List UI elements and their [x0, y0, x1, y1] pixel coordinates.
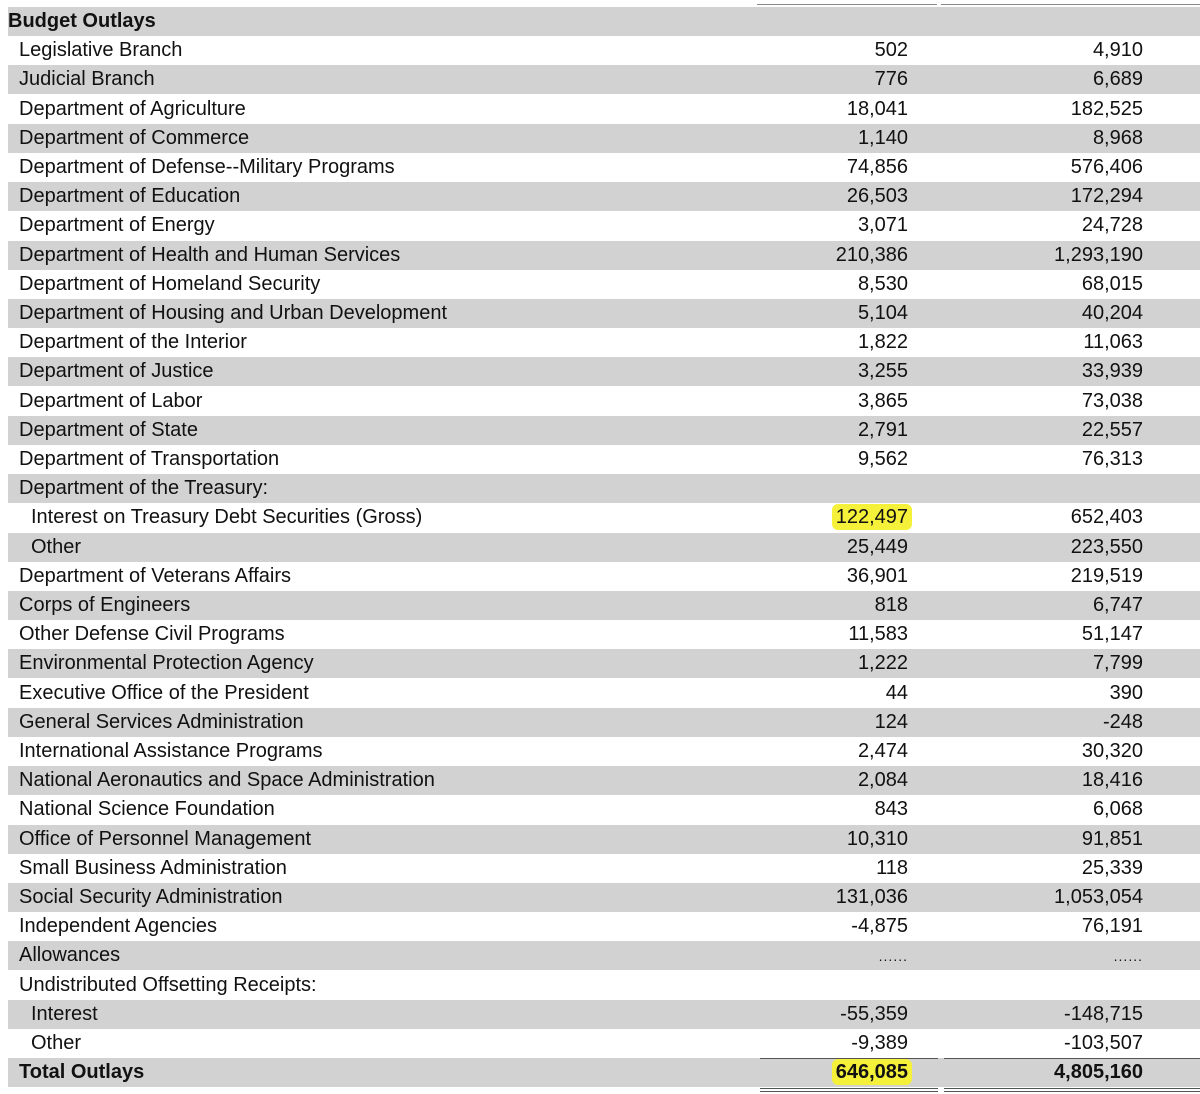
row-value-col2: -248	[1102, 710, 1143, 733]
table-row	[0, 912, 1200, 941]
row-value-col2: 22,557	[1081, 418, 1143, 441]
row-value-col2: 4,910	[1092, 39, 1143, 62]
row-value-col1: 5,104	[857, 302, 908, 324]
table-row	[0, 328, 1200, 357]
row-value-col1: 2,791	[857, 418, 908, 441]
row-label: Department of Health and Human Services	[19, 243, 401, 266]
row-label: Department of Energy	[19, 214, 215, 237]
row-value-col1	[728, 971, 908, 1000]
total-underline	[760, 1091, 938, 1092]
row-value-col2: 1,053,054	[1054, 886, 1143, 908]
row-label: General Services Administration	[19, 710, 304, 733]
row-value-col1	[728, 474, 908, 503]
total-rule	[760, 1058, 938, 1059]
row-value-col2: 51,147	[1081, 623, 1143, 646]
row-value-col1: 3,071	[857, 214, 908, 237]
row-label: Other	[31, 535, 82, 558]
table-row	[0, 124, 1200, 153]
table-row	[0, 65, 1200, 94]
table-row	[0, 795, 1200, 824]
table-row	[0, 941, 1200, 970]
row-label: Independent Agencies	[19, 915, 217, 938]
row-value-col2: 652,403	[1070, 506, 1143, 529]
row-value-col1: -9,389	[851, 1032, 908, 1054]
table-row	[0, 95, 1200, 124]
row-value-col1: 3,865	[857, 389, 908, 412]
row-value-col1: -4,875	[851, 915, 908, 938]
row-label: Executive Office of the President	[19, 681, 309, 704]
highlighted-value: 122,497	[832, 504, 912, 530]
row-value-col2: 76,191	[1081, 915, 1143, 938]
table-row	[0, 620, 1200, 649]
row-label: Department of Agriculture	[19, 97, 246, 120]
row-label: Judicial Branch	[19, 68, 155, 91]
table-row	[0, 211, 1200, 240]
table-row	[0, 883, 1200, 912]
row-label: Office of Personnel Management	[19, 827, 312, 850]
row-label: Small Business Administration	[19, 856, 287, 879]
row-value-col1: 36,901	[846, 564, 908, 587]
total-underline	[944, 1091, 1200, 1092]
row-value-col2: 24,728	[1081, 214, 1143, 237]
row-label: Interest	[31, 1002, 98, 1025]
table-row	[0, 533, 1200, 562]
table-row	[0, 503, 1200, 532]
row-value-col1: 124	[874, 710, 908, 733]
table-row	[0, 241, 1200, 270]
table-row	[0, 737, 1200, 766]
row-value-col2: 11,063	[1083, 331, 1143, 354]
row-label: Department of Labor	[19, 389, 203, 412]
row-value-col2	[963, 474, 1143, 503]
row-label: Social Security Administration	[19, 886, 283, 908]
row-value-col1: ......	[878, 948, 908, 965]
row-value-col2: -103,507	[1064, 1032, 1143, 1054]
row-value-col2: 6,747	[1092, 594, 1143, 616]
table-row	[0, 1029, 1200, 1058]
row-value-col1: 25,449	[846, 535, 908, 558]
row-value-col2	[963, 971, 1143, 1000]
row-value-col1: 44	[885, 681, 908, 704]
row-value-col1: 2,084	[857, 769, 908, 792]
row-label: Other Defense Civil Programs	[19, 623, 285, 646]
row-value-col1: 8,530	[857, 272, 908, 295]
row-value-col2: 172,294	[1070, 185, 1143, 208]
row-label: Department of Justice	[19, 360, 214, 383]
total-underline	[760, 1088, 938, 1089]
row-value-col1: 74,856	[846, 156, 908, 178]
row-label: Department of the Treasury:	[19, 477, 269, 500]
row-value-col2: ......	[1113, 948, 1143, 965]
row-value-col2: 30,320	[1081, 740, 1143, 762]
table-row	[0, 474, 1200, 503]
row-value-col1: 9,562	[857, 448, 908, 470]
row-value-col1: 818	[874, 594, 908, 616]
table-row	[0, 387, 1200, 416]
row-label: Department of Homeland Security	[19, 272, 321, 295]
row-value-col2: 576,406	[1070, 156, 1143, 178]
total-rule	[944, 1058, 1200, 1059]
row-value-col1: 1,222	[857, 652, 908, 675]
row-label: Environmental Protection Agency	[19, 652, 314, 675]
row-value-col2: 25,339	[1081, 856, 1143, 879]
table-row	[0, 416, 1200, 445]
row-value-col1	[728, 503, 908, 532]
total-value-col2: 4,805,160	[1054, 1061, 1143, 1084]
table-row	[0, 825, 1200, 854]
total-underline	[944, 1088, 1200, 1089]
header-rule	[941, 4, 1200, 5]
table-row	[0, 766, 1200, 795]
table-row	[0, 562, 1200, 591]
row-label: Department of Commerce	[19, 126, 250, 149]
row-value-col2: 390	[1109, 681, 1143, 704]
row-label: Department of Veterans Affairs	[19, 564, 292, 587]
row-value-col2: 219,519	[1070, 564, 1143, 587]
table-row	[0, 591, 1200, 620]
row-value-col1: 210,386	[835, 243, 908, 266]
row-value-col1: 11,583	[848, 623, 908, 646]
row-value-col1: 18,041	[846, 97, 908, 120]
row-value-col1: 118	[876, 856, 908, 879]
table-row	[0, 649, 1200, 678]
row-value-col2: 223,550	[1070, 535, 1143, 558]
table-row	[0, 182, 1200, 211]
table-row	[0, 357, 1200, 386]
row-value-col2: -148,715	[1064, 1002, 1143, 1025]
row-value-col1: 131,036	[835, 886, 908, 908]
table-row	[0, 299, 1200, 328]
row-label: Interest on Treasury Debt Securities (Gross)	[31, 506, 423, 529]
row-value-col2: 91,851	[1081, 827, 1143, 850]
table-title: Budget Outlays	[8, 10, 156, 32]
total-row	[0, 1058, 1200, 1087]
row-value-col1: 26,503	[846, 185, 908, 208]
row-label: International Assistance Programs	[19, 740, 323, 762]
row-label: Department of Housing and Urban Development	[19, 302, 448, 324]
table-row	[0, 708, 1200, 737]
row-label: Legislative Branch	[19, 39, 183, 62]
row-value-col1: 10,310	[846, 827, 908, 850]
table-row	[0, 1000, 1200, 1029]
row-value-col2: 8,968	[1092, 126, 1143, 149]
table-row	[0, 153, 1200, 182]
row-label: Other	[31, 1032, 82, 1054]
table-row	[0, 270, 1200, 299]
row-value-col2: 1,293,190	[1054, 243, 1143, 266]
row-label: Department of Transportation	[19, 448, 280, 470]
header-rule	[757, 4, 937, 5]
row-value-col2: 6,689	[1092, 68, 1143, 91]
row-label: National Aeronautics and Space Administration	[19, 769, 435, 792]
row-value-col1: 2,474	[857, 740, 908, 762]
table-title-row	[0, 7, 1200, 36]
row-label: Allowances	[19, 944, 121, 967]
row-value-col2: 68,015	[1081, 272, 1143, 295]
row-value-col2: 76,313	[1081, 448, 1143, 470]
row-value-col1: 1,140	[857, 126, 908, 149]
table-row	[0, 445, 1200, 474]
row-value-col1: 843	[874, 798, 908, 821]
table-row	[0, 36, 1200, 65]
row-label: National Science Foundation	[19, 798, 275, 821]
highlighted-value: 646,085	[832, 1059, 912, 1085]
total-label: Total Outlays	[19, 1061, 145, 1084]
row-label: Corps of Engineers	[19, 594, 191, 616]
row-label: Undistributed Offsetting Receipts:	[19, 973, 317, 996]
row-value-col2: 33,939	[1081, 360, 1143, 383]
row-value-col1: 502	[874, 39, 908, 62]
row-value-col1: -55,359	[840, 1002, 908, 1025]
table-row	[0, 971, 1200, 1000]
row-value-col2: 182,525	[1070, 97, 1143, 120]
row-value-col2: 40,204	[1081, 302, 1143, 324]
row-value-col2: 18,416	[1081, 769, 1143, 792]
row-label: Department of the Interior	[19, 331, 247, 354]
row-label: Department of Education	[19, 185, 241, 208]
row-label: Department of Defense--Military Programs	[19, 156, 395, 178]
table-row	[0, 679, 1200, 708]
row-value-col2: 6,068	[1092, 798, 1143, 821]
row-band	[8, 7, 1200, 36]
row-value-col1: 776	[874, 68, 908, 91]
row-label: Department of State	[19, 418, 198, 441]
row-value-col1: 1,822	[857, 331, 908, 354]
row-value-col1: 3,255	[857, 360, 908, 383]
total-value-col1	[728, 1058, 908, 1087]
table-row	[0, 854, 1200, 883]
row-value-col2: 7,799	[1092, 652, 1143, 675]
row-value-col2: 73,038	[1081, 389, 1143, 412]
